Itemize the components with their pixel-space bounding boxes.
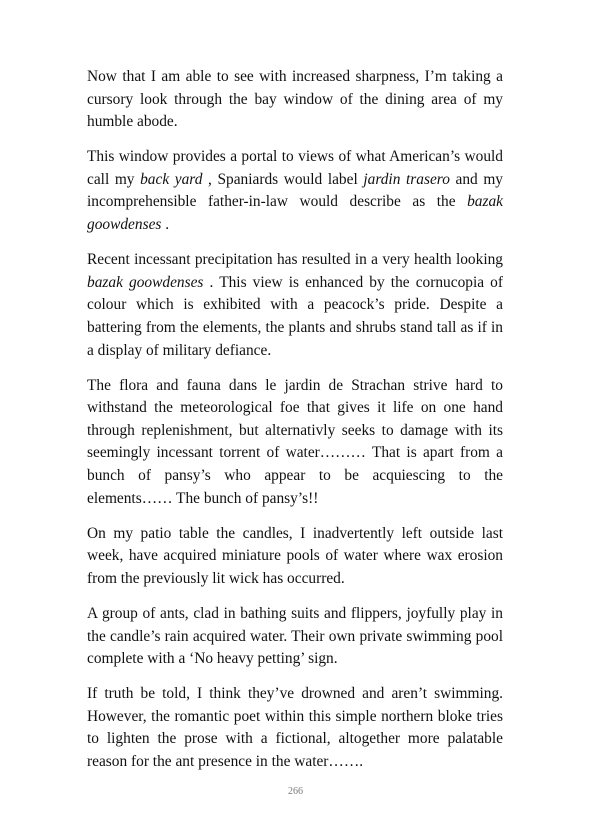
text-run: On my patio table the candles, I inadvertently left outside last week, have acquired miniature pools of water where wax erosion from the previously lit wick has occurred.: [87, 524, 503, 587]
body-text: [87, 66, 503, 774]
paragraph: [87, 146, 503, 236]
text-run: If truth be told, I think they’ve drowned and aren’t swimming. However, the romantic poet within this simple northern bloke tries to lighten the prose with a fictional, altogether more palatable reason for the ant presence in the water…….: [87, 685, 503, 771]
page-number: 266: [288, 786, 303, 797]
text-run: and my incomprehensible father-in-law would describe as the: [87, 170, 503, 211]
text-run: Now that I am able to see with increased sharpness, I’m taking a cursory look through the bay window of the dining area of my humble abode.: [87, 68, 503, 131]
text-run: , Spaniards would label: [202, 170, 364, 188]
paragraph: [87, 603, 503, 671]
paragraph: [87, 66, 503, 134]
paragraph: [87, 523, 503, 591]
text-run: .: [161, 216, 170, 234]
text-run: . This view is enhanced by the cornucopia of colour which is exhibited with a peacock’s pride. Despite a battering from the elements, the plants and shrubs stand tall as if in a display of military defiance.: [87, 273, 504, 359]
italic-phrase: bazak goowdenses: [87, 193, 503, 234]
text-run: The flora and fauna dans le jardin de Strachan strive hard to withstand the meteorological foe that gives it life on one hand through replenishment, but alternativly seeks to damage with its seemingly incessant torrent of water……… That is apart from a bunch of pansy’s who appear to be acquiescing to the elements…… The bunch of pansy’s!!: [87, 376, 503, 507]
paragraph: [87, 375, 503, 511]
italic-phrase: bazak goowdenses: [87, 273, 204, 291]
italic-phrase: back yard: [140, 170, 203, 188]
text-run: Recent incessant precipitation has resulted in a very health looking: [87, 251, 503, 269]
italic-phrase: jardin trasero: [363, 170, 450, 188]
paragraph: [87, 249, 503, 362]
text-run: This window provides a portal to views of what American’s would call my: [87, 148, 503, 188]
paragraph: [87, 683, 503, 773]
text-run: A group of ants, clad in bathing suits and flippers, joyfully play in the candle’s rain acquired water. Their own private swimming pool complete with a ‘No heavy petting’ sign.: [87, 604, 503, 668]
